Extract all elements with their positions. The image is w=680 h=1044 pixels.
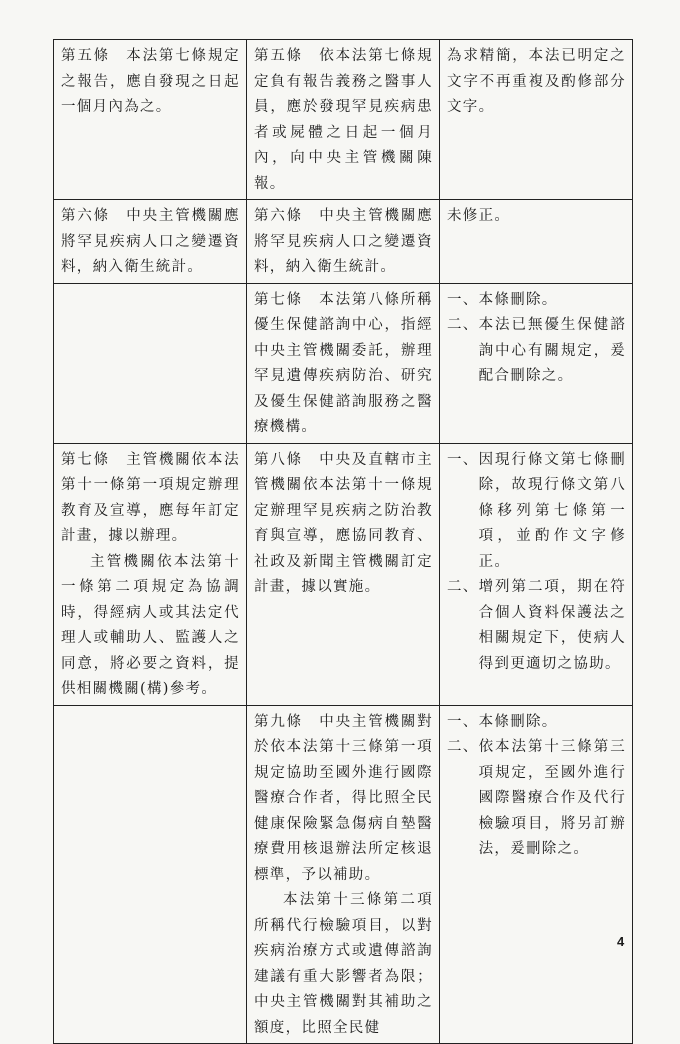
note-item	[447, 735, 626, 863]
note-number: 二、	[447, 739, 479, 755]
current-article: 第六條 中央主管機關應將罕見疾病人口之變遷資料，納入衛生統計。	[254, 208, 433, 275]
note-number: 一、	[447, 291, 479, 308]
current-cell	[247, 40, 440, 200]
note-text: 本條刪除。	[478, 713, 558, 730]
amended-cell-empty	[54, 705, 247, 1044]
note-text: 增列第二項，期在符合個人資料保護法之相關規定下，使病人得到更適切之協助。	[478, 579, 626, 672]
current-article: 第八條 中央及直轄市主管機關依本法第十一條規定辦理罕見疾病之防治教育與宣導，應協同教育、社政及新聞主管機關訂定計畫，據以實施。	[254, 451, 433, 595]
note-item	[447, 575, 626, 677]
amended-article: 第六條 中央主管機關應將罕見疾病人口之變遷資料，納入衛生統計。	[61, 208, 240, 275]
current-article: 第七條 本法第八條所稱優生保健諮詢中心，指經中央主管機關委託，辦理罕見遺傳疾病防治、研究及優生保健諮詢服務之醫療機構。	[254, 291, 433, 435]
current-article: 第五條 依本法第七條規定負有報告義務之醫事人員，應於發現罕見疾病患者或屍體之日起一個月內，向中央主管機關陳報。	[254, 48, 433, 192]
notes-cell	[440, 705, 633, 1044]
current-cell	[247, 200, 440, 284]
amended-cell	[54, 200, 247, 284]
table-row	[54, 443, 633, 705]
note-item	[447, 288, 626, 314]
amended-cell	[54, 40, 247, 200]
note-item	[447, 710, 626, 736]
amended-article: 第七條 主管機關依本法第十一條第一項規定辦理教育及宣導，應每年訂定計畫，據以辦理。	[61, 451, 240, 544]
table-row	[54, 283, 633, 443]
note-text: 本法已無優生保健諮詢中心有關規定，爰配合刪除之。	[478, 317, 626, 384]
note-text: 本條刪除。	[478, 291, 558, 308]
note-text: 依本法第十三條第三項規定，至國外進行國際醫療合作及代行檢驗項目，將另訂辦法，爰刪除之。	[478, 739, 626, 857]
amended-article: 第五條 本法第七條規定之報告，應自發現之日起一個月內為之。	[61, 48, 240, 115]
note-number: 二、	[447, 579, 479, 595]
note-item	[447, 313, 626, 390]
note-number: 一、	[447, 713, 479, 730]
notes-cell	[440, 283, 633, 443]
page-number: 4	[617, 934, 625, 949]
table-row	[54, 705, 633, 1044]
amended-paragraph: 主管機關依本法第十一條第二項規定為協調時，得經病人或其法定代理人或輔助人、監護人之同意，將必要之資料，提供相關機關(構)參考。	[61, 553, 240, 697]
current-cell	[247, 443, 440, 705]
note-item	[447, 448, 626, 576]
note-text: 未修正。	[447, 208, 511, 224]
note-number: 二、	[447, 317, 479, 333]
notes-cell	[440, 40, 633, 200]
notes-cell	[440, 200, 633, 284]
note-text: 為求精簡，本法已明定之文字不再重複及酌修部分文字。	[447, 48, 626, 115]
table-row	[54, 200, 633, 284]
amended-cell	[54, 443, 247, 705]
note-text: 因現行條文第七條刪除，故現行條文第八條移列第七條第一項，並酌作文字修正。	[478, 451, 626, 570]
current-article: 第九條 中央主管機關對於依本法第十三條第一項規定協助至國外進行國際醫療合作者，得比照全民健康保險緊急傷病自墊醫療費用核退辦法所定核退標準，予以補助。	[254, 713, 433, 883]
current-paragraph: 本法第十三條第二項所稱代行檢驗項目，以對疾病治療方式或遺傳諮詢建議有重大影響者為限；中央主管機關對其補助之額度，比照全民健	[254, 892, 433, 1036]
table-row	[54, 40, 633, 200]
amended-cell-empty	[54, 283, 247, 443]
current-cell	[247, 283, 440, 443]
current-cell	[247, 705, 440, 1044]
comparison-table	[53, 39, 633, 1044]
note-number: 一、	[447, 451, 479, 468]
notes-cell	[440, 443, 633, 705]
